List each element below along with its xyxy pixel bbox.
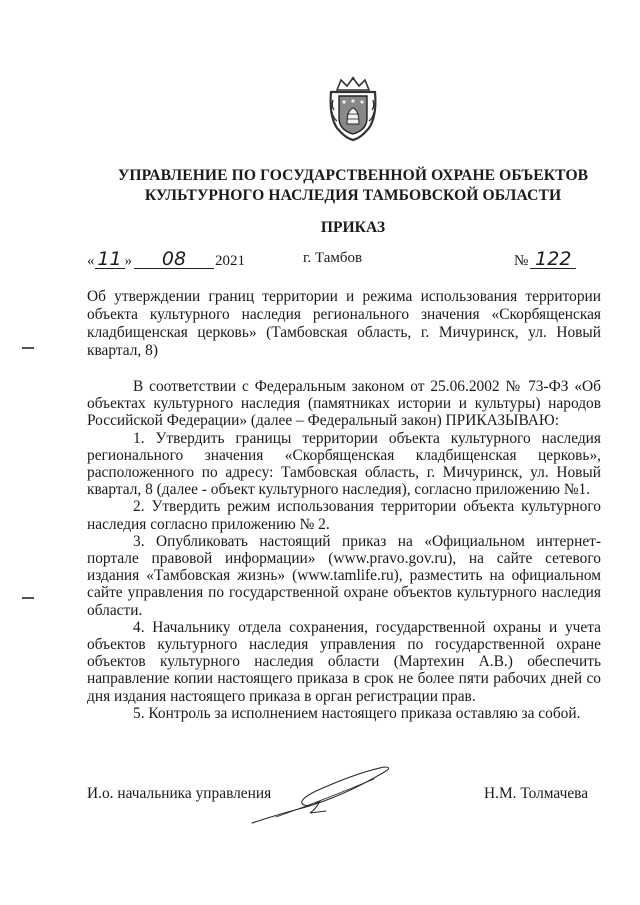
order-item-2: 2. Утвердить режим использования территории объекта культурного наследия согласно приложению № 2.: [87, 498, 601, 533]
order-city: г. Тамбов: [303, 250, 363, 266]
handwritten-signature: [246, 757, 396, 829]
order-date: [87, 250, 245, 274]
date-year: 2021: [215, 253, 245, 269]
order-number: [514, 250, 576, 274]
signatory-name: Н.М. Толмачева: [484, 785, 589, 802]
signatory-position: И.о. начальника управления: [87, 785, 272, 802]
date-month-handwritten: 08: [134, 250, 214, 269]
date-quote-open: «: [87, 253, 95, 269]
date-day-handwritten: 11: [95, 250, 125, 269]
order-number-handwritten: 122: [530, 250, 576, 269]
scan-margin-mark: [22, 597, 34, 599]
date-quote-close: »: [124, 253, 132, 269]
order-number-label: №: [514, 253, 529, 269]
order-item-4: 4. Начальнику отдела сохранения, государственной охраны и учета объектов культурного наследия управления по государственной охране объектов культурного наследия области (Мартехин А.В.) обеспечить направление копии настоящего приказа в срок не более пяти рабочих дней со дня издания настоящего приказа в орган регистрации прав.: [87, 618, 601, 705]
organization-title: [80, 166, 626, 206]
coat-of-arms-emblem: [327, 76, 379, 142]
document-type-heading: ПРИКАЗ: [320, 219, 386, 236]
order-preamble: В соответствии с Федеральным законом от 25.06.2002 № 73-ФЗ «Об объектах культурного наследия (памятниках истории и культуры) народов Российской Федерации» (далее – Федеральный закон) ПРИКАЗЫВАЮ:: [87, 378, 601, 430]
order-item-1: 1. Утвердить границы территории объекта культурного наследия регионального значения «Скорбященская кладбищенская церковь», расположенного по адресу: Тамбовская область, г. Мичуринск, ул. Новый квартал, 8 (далее - объект культурного наследия), согласно приложению №1.: [87, 429, 601, 499]
organization-title-line-1: УПРАВЛЕНИЕ ПО ГОСУДАРСТВЕННОЙ ОХРАНЕ ОБЪЕКТОВ: [117, 167, 589, 184]
order-item-3: 3. Опубликовать настоящий приказ на «Официальном интернет-портале правовой информации» (www.pravo.gov.ru), на сайте сетевого издания «Тамбовская жизнь» (www.tamlife.ru), разместить на официальном сайте управления по государственной охране объектов культурного наследия области.: [87, 532, 601, 619]
order-body: [87, 378, 601, 722]
order-item-5: 5. Контроль за исполнением настоящего приказа оставляю за собой.: [133, 704, 581, 722]
scan-margin-mark: [22, 347, 34, 349]
order-subject: Об утверждении границ территории и режима использования территории объекта культурного наследия регионального значения «Скорбященская кладбищенская церковь» (Тамбовская область, г. Мичуринск, ул. Новый квартал, 8): [87, 288, 601, 359]
organization-title-line-2: КУЛЬТУРНОГО НАСЛЕДИЯ ТАМБОВСКОЙ ОБЛАСТИ: [144, 187, 562, 204]
